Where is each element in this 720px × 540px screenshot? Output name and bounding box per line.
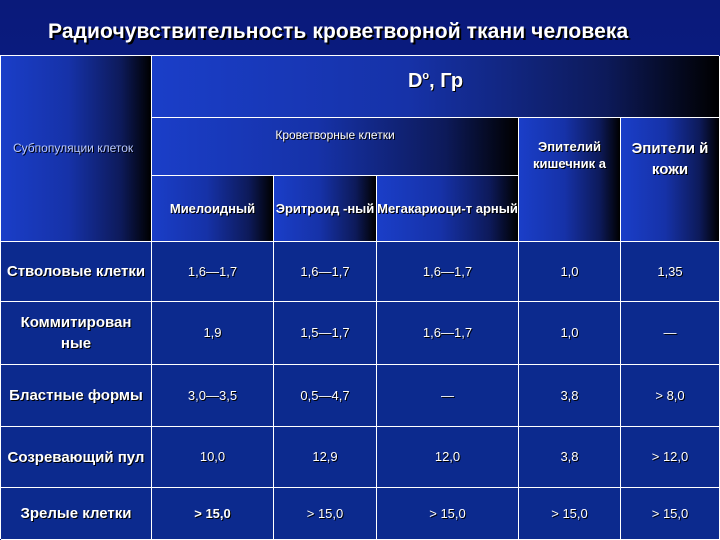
cell-mature-skin: > 15,0 [621,488,720,540]
radiosensitivity-table [0,55,719,539]
cell-committed-skin: — [621,302,720,365]
cell-committed-myeloid: 1,9 [152,302,274,365]
row-label-committed: Коммитирован ные [1,302,152,365]
cell-blast-skin: > 8,0 [621,365,720,427]
cell-blast-myeloid: 3,0—3,5 [152,365,274,427]
cell-maturing-skin: > 12,0 [621,427,720,488]
cell-blast-megakaryocytic: — [377,365,519,427]
slide-title: Радиочувствительность кроветворной ткани человека [48,20,629,43]
row-label-stem: Стволовые клетки [1,242,152,302]
cell-committed-megakaryocytic: 1,6—1,7 [377,302,519,365]
row-label-maturing: Созревающий пул [1,427,152,488]
cell-stem-skin: 1,35 [621,242,720,302]
header-megakaryocytic: Мегакариоци-т арный [377,176,519,242]
header-d0 [152,56,720,118]
cell-blast-erythroid: 0,5—4,7 [274,365,377,427]
cell-mature-intestine: > 15,0 [519,488,621,540]
header-subpopulation: Субпопуляции клеток [1,56,152,242]
cell-mature-megakaryocytic: > 15,0 [377,488,519,540]
d0-subscript: o [422,70,430,82]
cell-maturing-myeloid: 10,0 [152,427,274,488]
cell-committed-erythroid: 1,5—1,7 [274,302,377,365]
header-epithelium-intestine: Эпителий кишечник а [519,118,621,242]
d0-symbol: D [407,70,423,92]
cell-mature-myeloid: > 15,0 [152,488,274,540]
d0-unit: , Гр [429,70,464,92]
header-epithelium-skin: Эпители й кожи [621,118,720,242]
header-blood-cells: Кроветворные клетки [152,118,519,176]
cell-maturing-erythroid: 12,9 [274,427,377,488]
header-erythroid: Эритроид -ный [274,176,377,242]
cell-committed-intestine: 1,0 [519,302,621,365]
row-label-mature: Зрелые клетки [1,488,152,540]
cell-stem-erythroid: 1,6—1,7 [274,242,377,302]
header-myeloid: Миелоидный [152,176,274,242]
cell-maturing-intestine: 3,8 [519,427,621,488]
cell-stem-intestine: 1,0 [519,242,621,302]
cell-maturing-megakaryocytic: 12,0 [377,427,519,488]
cell-stem-megakaryocytic: 1,6—1,7 [377,242,519,302]
row-label-blast: Бластные формы [1,365,152,427]
cell-mature-erythroid: > 15,0 [274,488,377,540]
cell-stem-myeloid: 1,6—1,7 [152,242,274,302]
cell-blast-intestine: 3,8 [519,365,621,427]
